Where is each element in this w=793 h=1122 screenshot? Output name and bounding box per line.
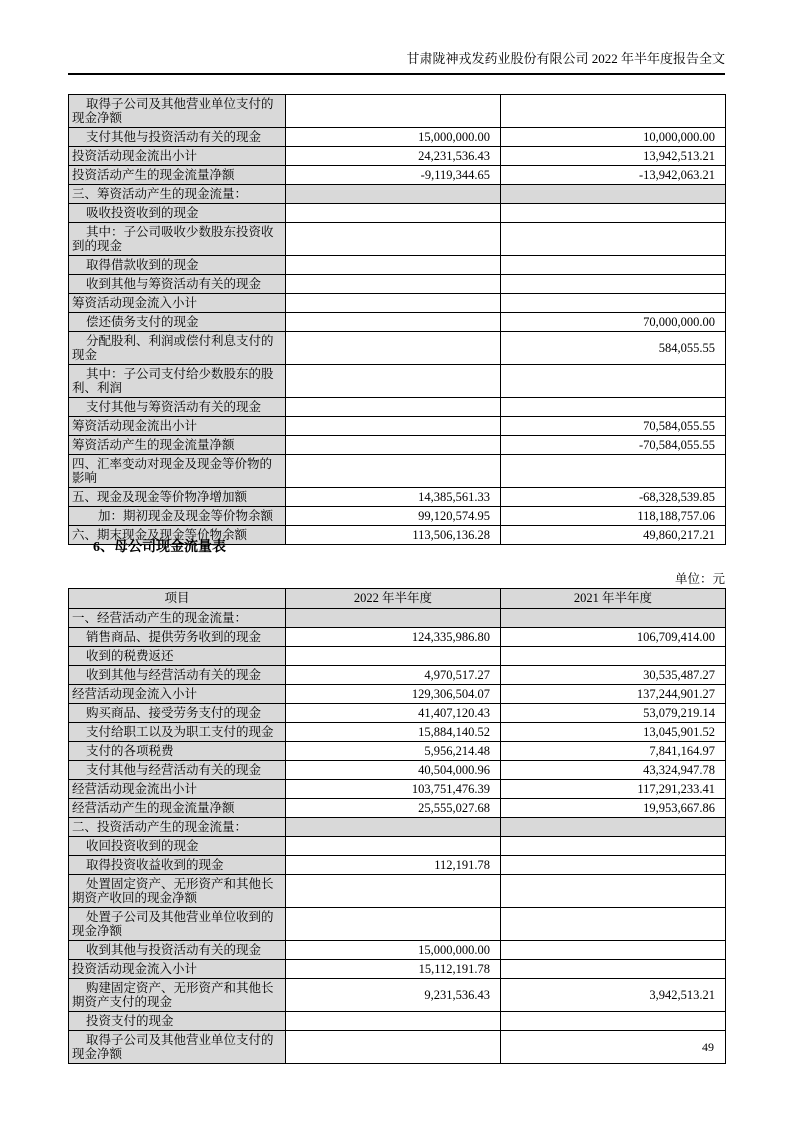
item-label: 三、筹资活动产生的现金流量： xyxy=(69,185,286,204)
item-label: 二、投资活动产生的现金流量： xyxy=(69,818,286,837)
table-row xyxy=(69,761,726,780)
value-2021-half-year xyxy=(501,1031,726,1064)
item-label: 其中：子公司支付给少数股东的股利、利润 xyxy=(69,365,286,398)
report-header-title: 甘肃陇神戎发药业股份有限公司 2022 年半年度报告全文 xyxy=(406,51,725,66)
item-label: 处置固定资产、无形资产和其他长期资产收回的现金净额 xyxy=(69,875,286,908)
value-2022-half-year xyxy=(286,332,501,365)
item-label: 购买商品、接受劳务支付的现金 xyxy=(69,704,286,723)
header-divider xyxy=(68,73,725,75)
value-2022-half-year: 113,506,136.28 xyxy=(286,526,501,545)
value-2021-half-year xyxy=(501,941,726,960)
item-label: 支付其他与经营活动有关的现金 xyxy=(69,761,286,780)
value-2021-half-year xyxy=(501,204,726,223)
value-2022-half-year xyxy=(286,185,501,204)
value-2022-half-year xyxy=(286,818,501,837)
value-2021-half-year: 10,000,000.00 xyxy=(501,128,726,147)
value-2022-half-year xyxy=(286,365,501,398)
item-label: 收到其他与筹资活动有关的现金 xyxy=(69,275,286,294)
table-row xyxy=(69,941,726,960)
value-2022-half-year: 103,751,476.39 xyxy=(286,780,501,799)
table-row xyxy=(69,799,726,818)
table-row xyxy=(69,365,726,398)
section-title-parent-cash-flow: 6、母公司现金流量表 xyxy=(93,540,226,555)
table-row xyxy=(69,166,726,185)
value-2021-half-year xyxy=(501,1012,726,1031)
value-2022-half-year xyxy=(286,275,501,294)
value-2021-half-year xyxy=(501,856,726,875)
unit-label: 单位：元 xyxy=(674,572,725,586)
value-2021-half-year: 70,000,000.00 xyxy=(501,313,726,332)
value-2021-half-year xyxy=(501,908,726,941)
value-2021-half-year: 49,860,217.21 xyxy=(501,526,726,545)
table-row xyxy=(69,488,726,507)
value-2021-half-year: 117,291,233.41 xyxy=(501,780,726,799)
section-header-row xyxy=(69,609,726,628)
section-header-row xyxy=(69,185,726,204)
value-2021-half-year xyxy=(501,365,726,398)
value-2022-half-year: 129,306,504.07 xyxy=(286,685,501,704)
value-2021-half-year: 43,324,947.78 xyxy=(501,761,726,780)
value-2022-half-year xyxy=(286,223,501,256)
parent-company-cash-flow-table xyxy=(68,588,726,1064)
consolidated-cash-flow-table-continued xyxy=(68,94,726,545)
table-row xyxy=(69,960,726,979)
item-label: 购建固定资产、无形资产和其他长期资产支付的现金 xyxy=(69,979,286,1012)
value-2022-half-year xyxy=(286,647,501,666)
item-label: 收到其他与经营活动有关的现金 xyxy=(69,666,286,685)
value-2021-half-year: 3,942,513.21 xyxy=(501,979,726,1012)
table-row xyxy=(69,436,726,455)
value-2021-half-year: 137,244,901.27 xyxy=(501,685,726,704)
value-2022-half-year xyxy=(286,204,501,223)
table-row xyxy=(69,1012,726,1031)
value-2022-half-year: 25,555,027.68 xyxy=(286,799,501,818)
item-label: 加：期初现金及现金等价物余额 xyxy=(69,507,286,526)
item-label: 筹资活动现金流出小计 xyxy=(69,417,286,436)
table-row xyxy=(69,780,726,799)
item-label: 经营活动现金流入小计 xyxy=(69,685,286,704)
value-2021-half-year: -68,328,539.85 xyxy=(501,488,726,507)
column-header: 2021 年半年度 xyxy=(501,589,726,609)
value-2021-half-year: -13,942,063.21 xyxy=(501,166,726,185)
table-row xyxy=(69,95,726,128)
item-label: 五、现金及现金等价物净增加额 xyxy=(69,488,286,507)
item-label: 投资活动现金流出小计 xyxy=(69,147,286,166)
value-2021-half-year xyxy=(501,275,726,294)
item-label: 支付其他与投资活动有关的现金 xyxy=(69,128,286,147)
value-2022-half-year xyxy=(286,837,501,856)
item-label: 取得子公司及其他营业单位支付的现金净额 xyxy=(69,95,286,128)
value-2021-half-year xyxy=(501,647,726,666)
value-2021-half-year xyxy=(501,818,726,837)
value-2021-half-year xyxy=(501,609,726,628)
table-row xyxy=(69,979,726,1012)
value-2021-half-year xyxy=(501,398,726,417)
item-label: 取得投资收益收到的现金 xyxy=(69,856,286,875)
value-2022-half-year xyxy=(286,875,501,908)
table-row xyxy=(69,628,726,647)
table-row xyxy=(69,875,726,908)
table-row xyxy=(69,128,726,147)
item-label: 处置子公司及其他营业单位收到的现金净额 xyxy=(69,908,286,941)
value-2022-half-year xyxy=(286,294,501,313)
value-2021-half-year xyxy=(501,95,726,128)
value-2022-half-year: 24,231,536.43 xyxy=(286,147,501,166)
table-row xyxy=(69,147,726,166)
table-row xyxy=(69,908,726,941)
value-2022-half-year xyxy=(286,908,501,941)
item-label: 经营活动现金流出小计 xyxy=(69,780,286,799)
value-2022-half-year xyxy=(286,95,501,128)
item-label: 其中：子公司吸收少数股东投资收到的现金 xyxy=(69,223,286,256)
table-row xyxy=(69,256,726,275)
table-row xyxy=(69,223,726,256)
value-2021-half-year: 106,709,414.00 xyxy=(501,628,726,647)
value-2021-half-year: 13,942,513.21 xyxy=(501,147,726,166)
column-header: 项目 xyxy=(69,589,286,609)
table-row xyxy=(69,742,726,761)
table-row xyxy=(69,294,726,313)
value-2022-half-year: 40,504,000.96 xyxy=(286,761,501,780)
value-2022-half-year xyxy=(286,436,501,455)
value-2021-half-year: 30,535,487.27 xyxy=(501,666,726,685)
item-label: 分配股利、利润或偿付利息支付的现金 xyxy=(69,332,286,365)
column-header: 2022 年半年度 xyxy=(286,589,501,609)
value-2021-half-year: 13,045,901.52 xyxy=(501,723,726,742)
item-label: 吸收投资收到的现金 xyxy=(69,204,286,223)
value-2022-half-year: 5,956,214.48 xyxy=(286,742,501,761)
item-label: 收回投资收到的现金 xyxy=(69,837,286,856)
table-row xyxy=(69,398,726,417)
item-label: 支付给职工以及为职工支付的现金 xyxy=(69,723,286,742)
value-2022-half-year: 9,231,536.43 xyxy=(286,979,501,1012)
item-label: 收到其他与投资活动有关的现金 xyxy=(69,941,286,960)
section-header-row xyxy=(69,818,726,837)
value-2021-half-year: 53,079,219.14 xyxy=(501,704,726,723)
item-label: 支付的各项税费 xyxy=(69,742,286,761)
value-2021-half-year: 7,841,164.97 xyxy=(501,742,726,761)
table-row xyxy=(69,666,726,685)
value-2022-half-year: 4,970,517.27 xyxy=(286,666,501,685)
value-2022-half-year xyxy=(286,1012,501,1031)
page-number: 49 xyxy=(702,1040,714,1054)
table-row xyxy=(69,837,726,856)
item-label: 支付其他与筹资活动有关的现金 xyxy=(69,398,286,417)
value-2022-half-year: 15,000,000.00 xyxy=(286,128,501,147)
value-2022-half-year xyxy=(286,313,501,332)
item-label: 投资活动产生的现金流量净额 xyxy=(69,166,286,185)
value-2021-half-year xyxy=(501,185,726,204)
item-label: 筹资活动产生的现金流量净额 xyxy=(69,436,286,455)
value-2022-half-year: 15,000,000.00 xyxy=(286,941,501,960)
value-2022-half-year: 14,385,561.33 xyxy=(286,488,501,507)
table-row xyxy=(69,313,726,332)
value-2021-half-year xyxy=(501,455,726,488)
table-row xyxy=(69,647,726,666)
value-2021-half-year xyxy=(501,837,726,856)
table-row xyxy=(69,455,726,488)
value-2022-half-year: -9,119,344.65 xyxy=(286,166,501,185)
value-2021-half-year: -70,584,055.55 xyxy=(501,436,726,455)
table-row xyxy=(69,723,726,742)
table-row xyxy=(69,507,726,526)
item-label: 收到的税费返还 xyxy=(69,647,286,666)
table-row xyxy=(69,204,726,223)
value-2021-half-year xyxy=(501,875,726,908)
item-label: 偿还债务支付的现金 xyxy=(69,313,286,332)
value-2021-half-year: 584,055.55 xyxy=(501,332,726,365)
value-2021-half-year: 118,188,757.06 xyxy=(501,507,726,526)
value-2022-half-year: 99,120,574.95 xyxy=(286,507,501,526)
item-label: 六、期末现金及现金等价物余额 xyxy=(69,526,286,545)
value-2021-half-year: 70,584,055.55 xyxy=(501,417,726,436)
value-2022-half-year xyxy=(286,256,501,275)
item-label: 取得借款收到的现金 xyxy=(69,256,286,275)
value-2021-half-year: 19,953,667.86 xyxy=(501,799,726,818)
value-2021-half-year xyxy=(501,256,726,275)
value-2022-half-year: 124,335,986.80 xyxy=(286,628,501,647)
item-label: 投资支付的现金 xyxy=(69,1012,286,1031)
item-label: 取得子公司及其他营业单位支付的现金净额 xyxy=(69,1031,286,1064)
item-label: 经营活动产生的现金流量净额 xyxy=(69,799,286,818)
table-row xyxy=(69,1031,726,1064)
table-row xyxy=(69,332,726,365)
item-label: 投资活动现金流入小计 xyxy=(69,960,286,979)
value-2022-half-year: 41,407,120.43 xyxy=(286,704,501,723)
table-header-row xyxy=(69,589,726,609)
table-row xyxy=(69,417,726,436)
value-2021-half-year xyxy=(501,223,726,256)
value-2022-half-year xyxy=(286,455,501,488)
value-2021-half-year xyxy=(501,960,726,979)
value-2022-half-year xyxy=(286,417,501,436)
value-2022-half-year: 15,112,191.78 xyxy=(286,960,501,979)
table-row xyxy=(69,704,726,723)
value-2021-half-year xyxy=(501,294,726,313)
table-row xyxy=(69,685,726,704)
value-2022-half-year xyxy=(286,1031,501,1064)
value-2022-half-year: 15,884,140.52 xyxy=(286,723,501,742)
value-2022-half-year: 112,191.78 xyxy=(286,856,501,875)
item-label: 四、汇率变动对现金及现金等价物的影响 xyxy=(69,455,286,488)
value-2022-half-year xyxy=(286,609,501,628)
value-2022-half-year xyxy=(286,398,501,417)
table-row xyxy=(69,856,726,875)
item-label: 销售商品、提供劳务收到的现金 xyxy=(69,628,286,647)
item-label: 一、经营活动产生的现金流量： xyxy=(69,609,286,628)
table-row xyxy=(69,275,726,294)
item-label: 筹资活动现金流入小计 xyxy=(69,294,286,313)
